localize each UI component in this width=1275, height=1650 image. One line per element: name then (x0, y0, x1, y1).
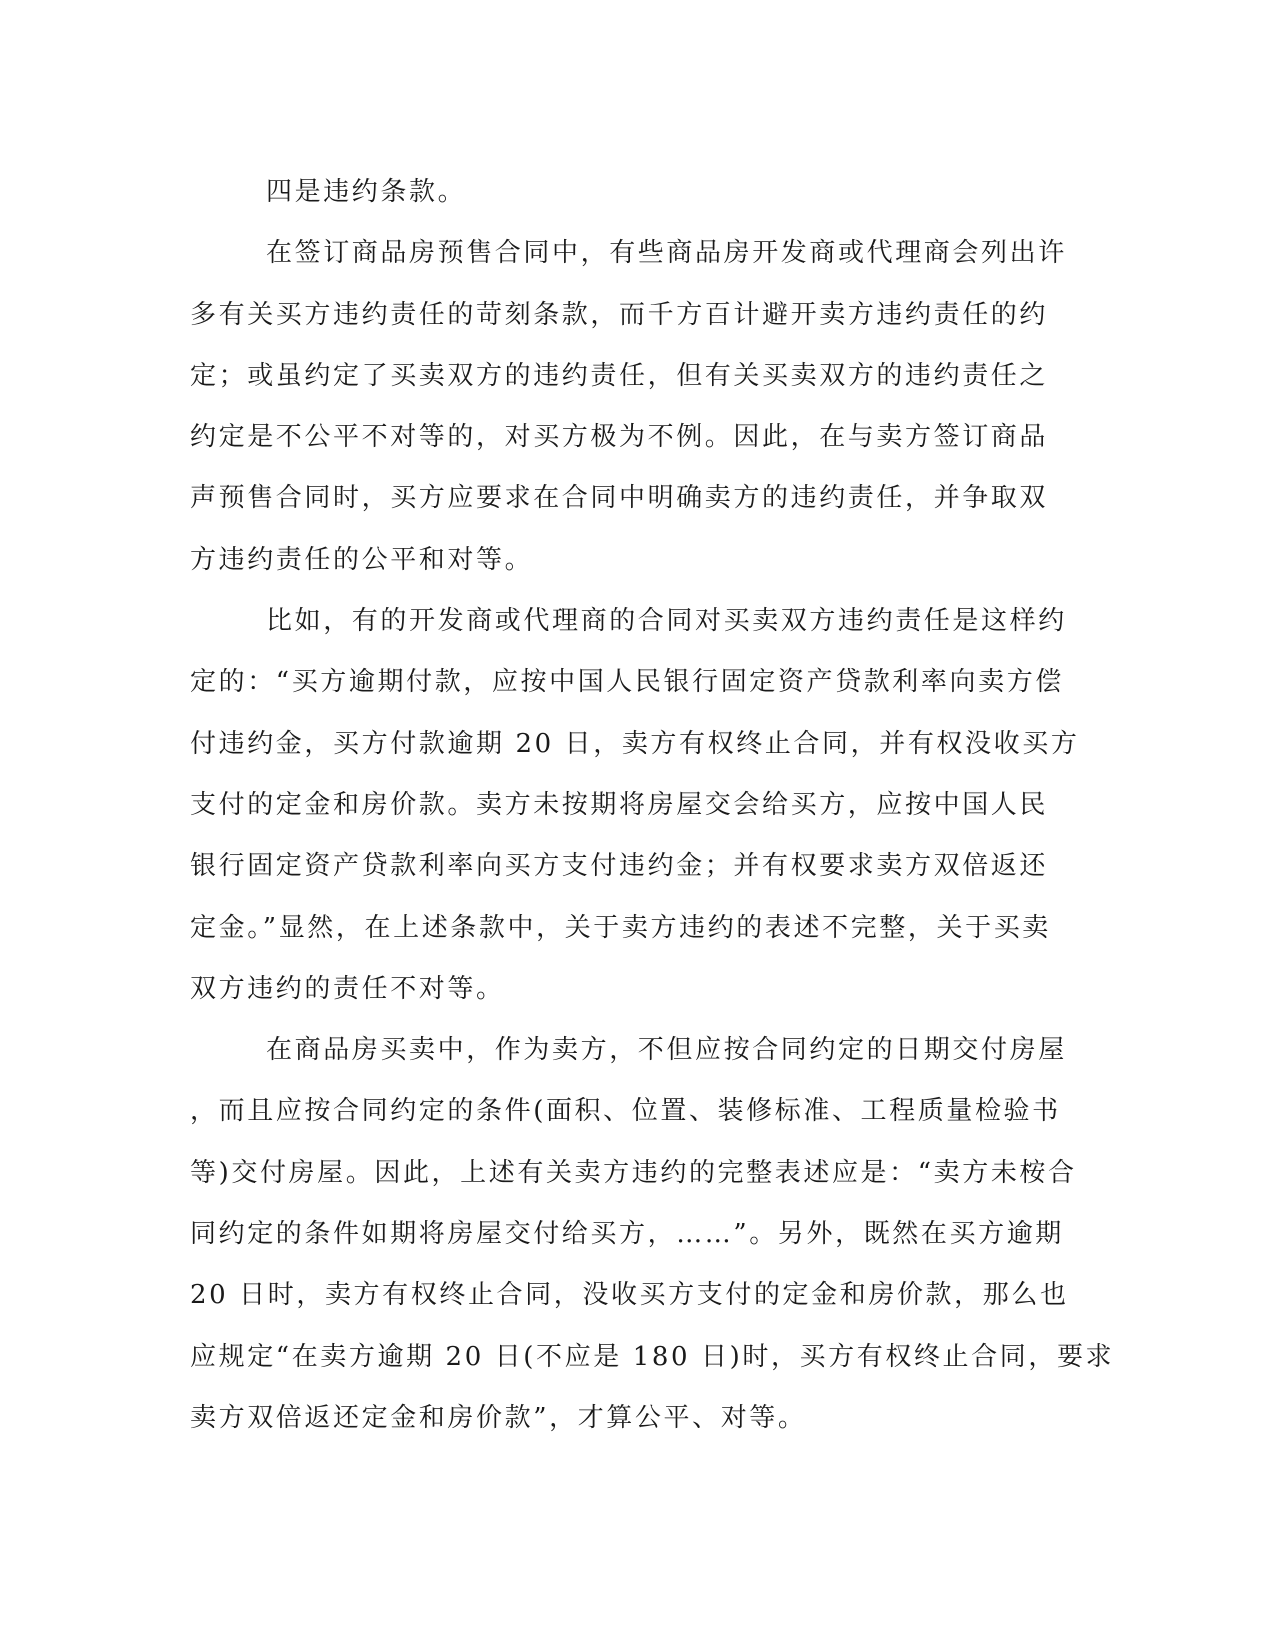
text-line: 多有关买方违约责任的苛刻条款，而千方百计避开卖方违约责任的约 (190, 299, 1049, 330)
text-line: 应规定“在卖方逾期 20 日(不应是 180 日)时，买方有权终止合同，要求 (190, 1341, 1115, 1372)
text-line: 在商品房买卖中，作为卖方，不但应按合同约定的日期交付房屋 (266, 1035, 1067, 1066)
text-line: 声预售合同时，买方应要求在合同中明确卖方的违约责任，并争取双 (190, 483, 1049, 514)
text-line: 定；或虽约定了买卖双方的违约责任，但有关买卖双方的违约责任之 (190, 360, 1049, 391)
text-line: 20 日时，卖方有权终止合同，没收买方支付的定金和房价款，那么也 (190, 1280, 1069, 1311)
text-line: 同约定的条件如期将房屋交付给买方，……”。另外，既然在买方逾期 (190, 1219, 1064, 1250)
text-line: 约定是不公平不对等的，对买方极为不例。因此，在与卖方签订商品 (190, 422, 1049, 453)
text-line: 卖方双倍返还定金和房价款”，才算公平、对等。 (190, 1402, 807, 1433)
text-line: 定金。”显然，在上述条款中，关于卖方违约的表述不完整，关于买卖 (190, 912, 1051, 943)
body-text (190, 162, 1115, 1449)
text-line: 银行固定资产贷款利率向买方支付违约金；并有权要求卖方双倍返还 (190, 851, 1049, 882)
text-line: 双方违约的责任不对等。 (190, 973, 505, 1004)
text-line: 支付的定金和房价款。卖方未按期将房屋交会给买方，应按中国人民 (190, 789, 1049, 820)
text-line: 定的：“买方逾期付款，应按中国人民银行固定资产贷款利率向卖方偿 (190, 667, 1064, 698)
text-line: ，而且应按合同约定的条件(面积、位置、装修标准、工程质量检验书 (190, 1096, 1061, 1127)
text-line: 方违约责任的公平和对等。 (190, 544, 534, 575)
text-line: 在签订商品房预售合同中，有些商品房开发商或代理商会列出许 (266, 238, 1067, 269)
text-line: 比如，有的开发商或代理商的合同对买卖双方违约责任是这样约 (266, 606, 1067, 637)
text-line: 四是违约条款。 (266, 177, 467, 207)
text-line: 等)交付房屋。因此，上述有关卖方违约的完整表述应是：“卖方未桉合 (190, 1157, 1077, 1188)
text-line: 付违约金，买方付款逾期 20 日，卖方有权终止合同，并有权没收买方 (190, 728, 1080, 759)
